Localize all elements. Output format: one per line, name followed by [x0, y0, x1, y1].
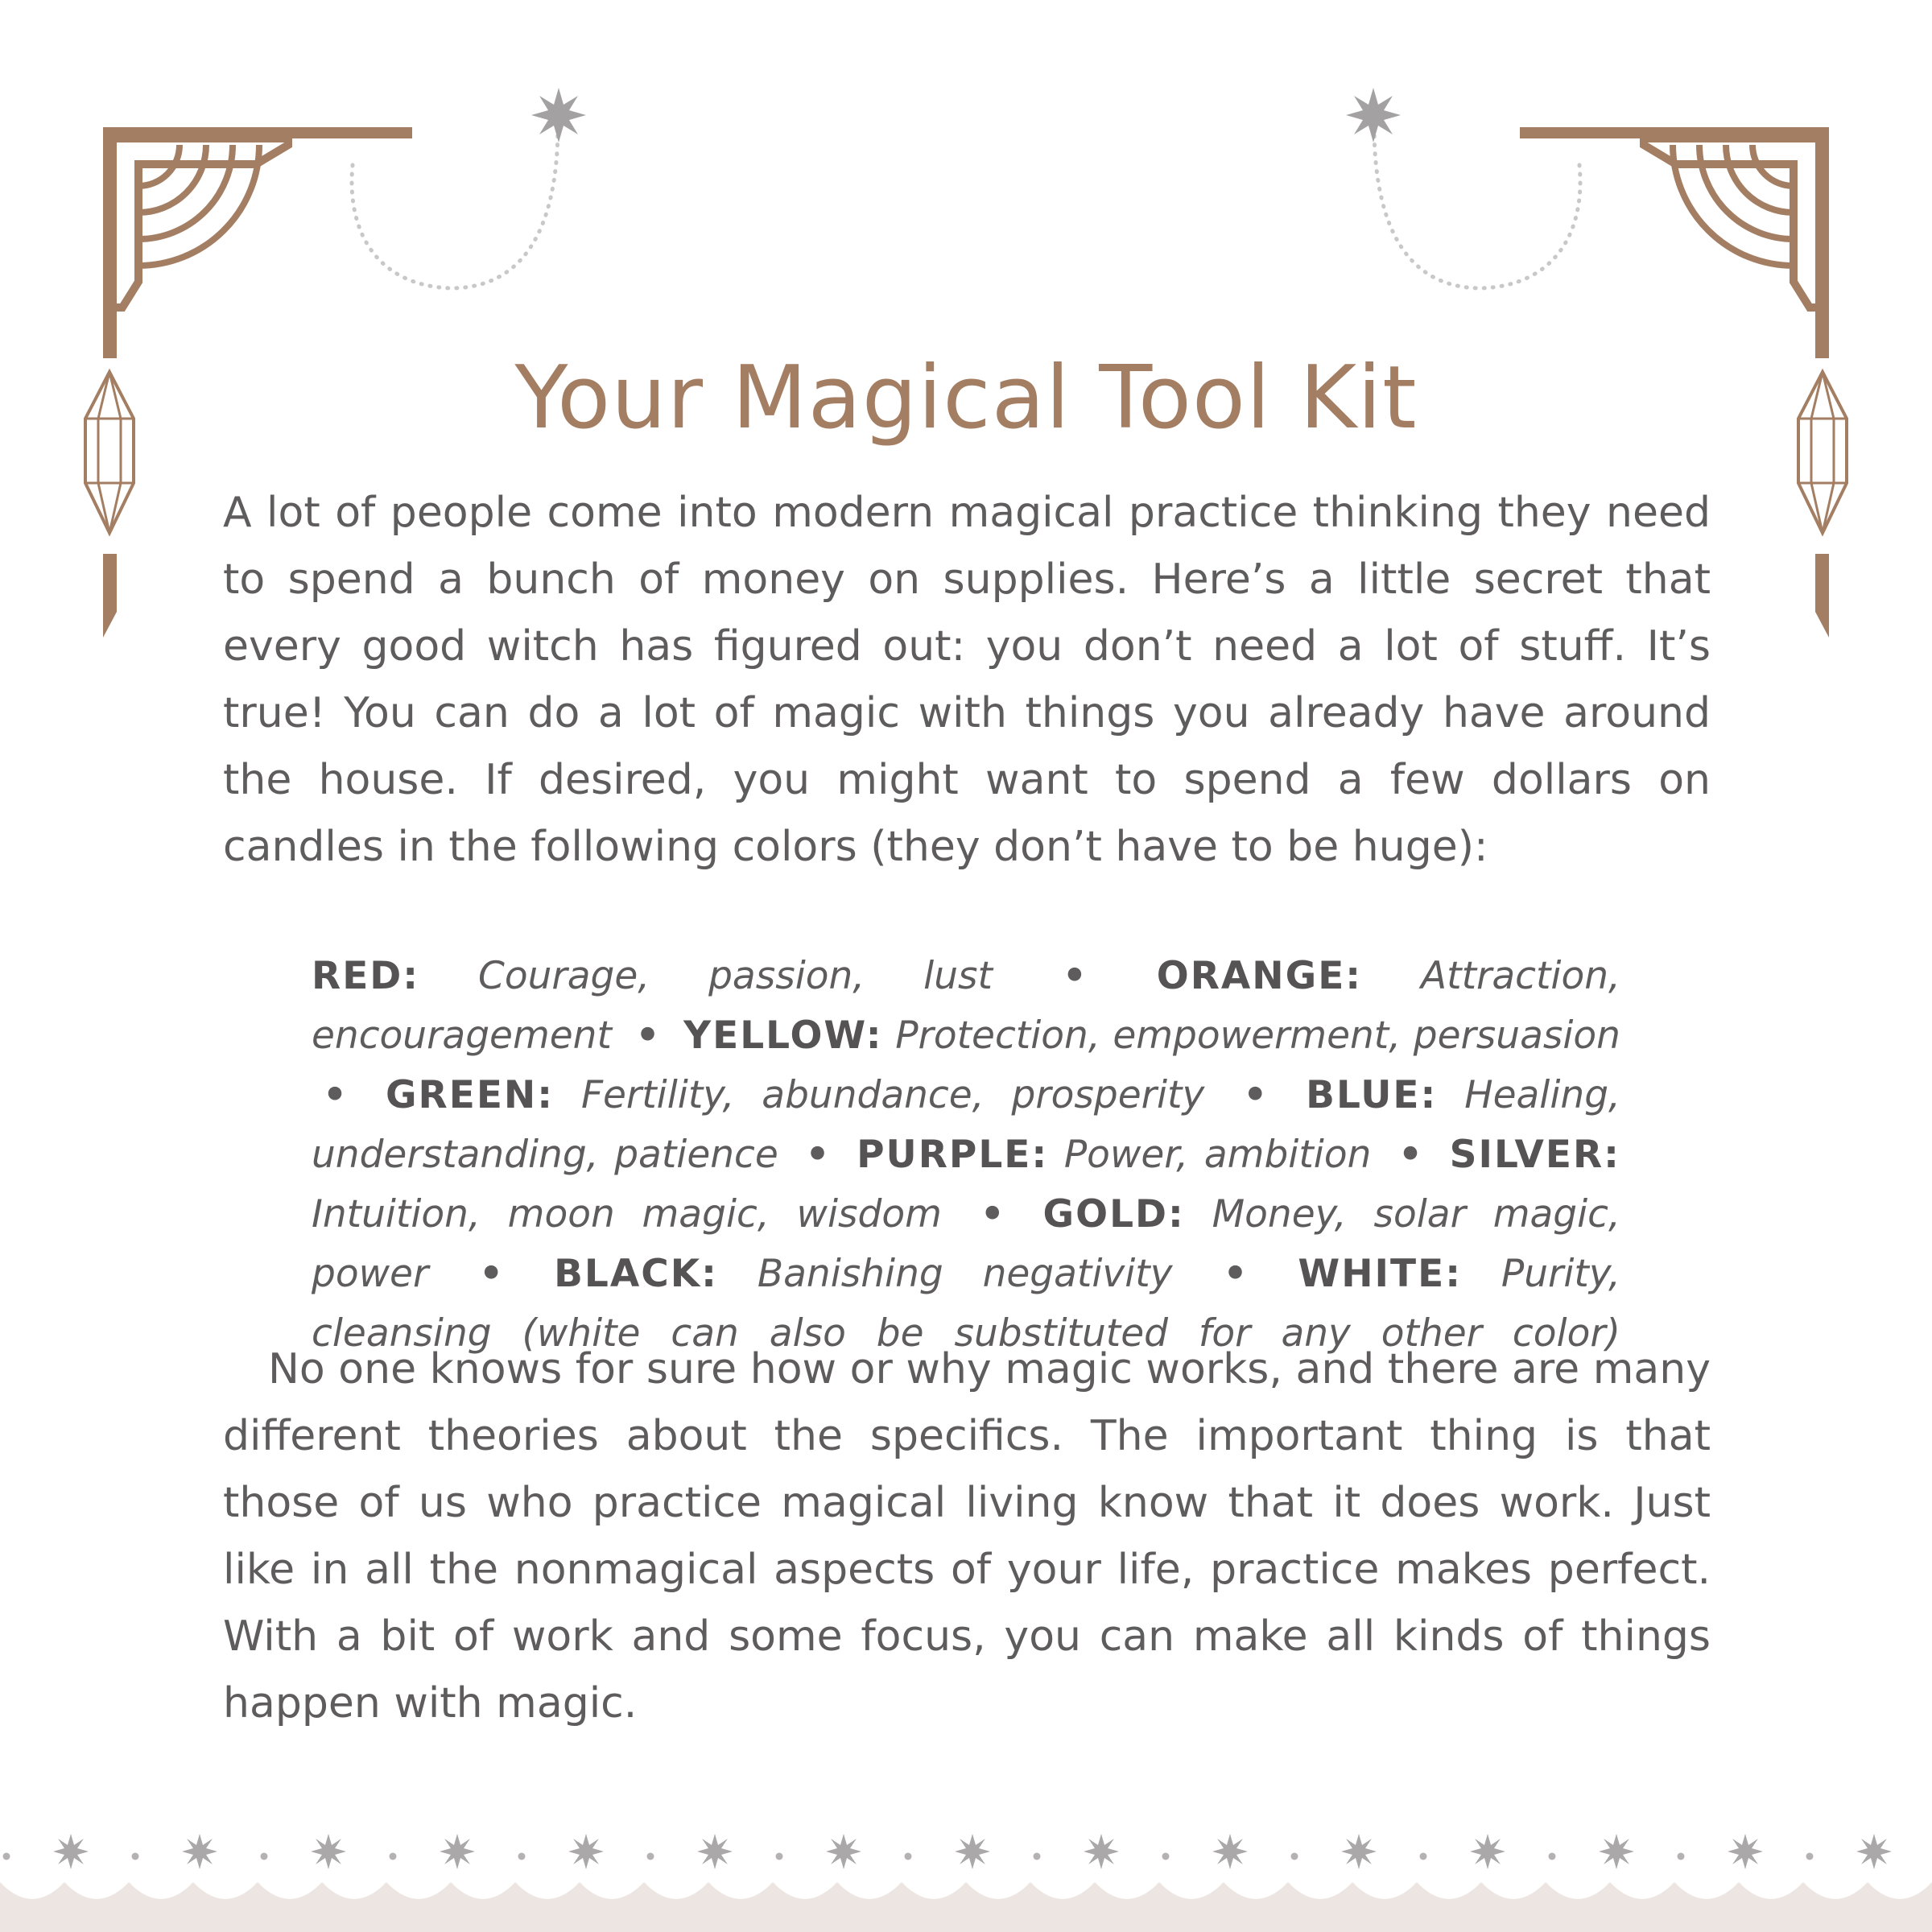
bullet-separator: •	[1243, 1073, 1268, 1117]
footer-star-icon	[440, 1834, 475, 1869]
footer-dot	[132, 1853, 139, 1860]
footer-star-icon	[1856, 1834, 1892, 1869]
candle-color-name: ORANGE:	[1156, 954, 1363, 998]
footer-dot	[1162, 1853, 1170, 1860]
footer-star-icon	[1599, 1834, 1634, 1869]
footer-dot	[905, 1853, 912, 1860]
footer-dot	[518, 1853, 526, 1860]
footer-star-icon	[568, 1834, 604, 1869]
candle-color-meaning: Courage, passion, lust	[478, 954, 993, 998]
candle-color-name: RED:	[312, 954, 420, 998]
candle-color-meaning: Fertility, abundance, prosperity	[580, 1073, 1205, 1117]
candle-color-meaning: Banishing negativity	[757, 1252, 1173, 1296]
bullet-separator: •	[323, 1073, 348, 1117]
bullet-separator: •	[1223, 1252, 1248, 1296]
footer-dot	[1806, 1853, 1814, 1860]
candle-color-name: GREEN:	[385, 1073, 555, 1117]
footer-star-icon	[311, 1834, 346, 1869]
footer-star-icon	[697, 1834, 733, 1869]
candle-color-meaning: Purity, cleansing (white can also be substituted for any other color)	[312, 1252, 1620, 1356]
bullet-separator: •	[479, 1252, 504, 1296]
footer-dot	[1549, 1853, 1556, 1860]
bullet-separator: •	[805, 1133, 830, 1177]
footer-star-icon	[182, 1834, 217, 1869]
candle-color-name: GOLD:	[1042, 1192, 1185, 1236]
footer-dot	[3, 1853, 10, 1860]
star-scallop-border	[0, 1834, 1932, 1932]
bullet-separator: •	[980, 1192, 1005, 1236]
footer-star-icon	[1341, 1834, 1377, 1869]
candle-color-meaning: Power, ambition	[1063, 1133, 1372, 1177]
bullet-separator: •	[635, 1013, 660, 1058]
candle-color-meaning: Attraction, encouragement	[312, 954, 1620, 1058]
page-title: Your Magical Tool Kit	[514, 348, 1418, 448]
footer-star-icon	[1212, 1834, 1248, 1869]
candle-color-meaning: Healing, understanding, patience	[312, 1073, 1620, 1177]
footer-dot	[647, 1853, 654, 1860]
candle-color-list	[312, 947, 1620, 1364]
candle-color-name: SILVER:	[1449, 1133, 1620, 1177]
footer-star-icon	[53, 1834, 89, 1869]
footer-star-icon	[955, 1834, 990, 1869]
intro-paragraph: A lot of people come into modern magical practice thinking they need to spend a bunch of money on supplies. Here’s a little secret that every good witch has figured out: you don’t need a lot of stuff. It’s true! You can do a lot of magic with things you already have around the house. If desired, you might want to spend a few dollars on candles in the following colors (they don’t have to be huge):	[223, 489, 1711, 871]
candle-color-meaning: Protection, empowerment, persuasion	[895, 1013, 1620, 1058]
candle-color-name: BLUE:	[1306, 1073, 1438, 1117]
footer-dot	[390, 1853, 397, 1860]
bullet-separator: •	[1062, 954, 1087, 998]
candle-color-meaning: Intuition, moon magic, wisdom	[312, 1192, 942, 1236]
candle-color-name: WHITE:	[1298, 1252, 1463, 1296]
footer-dot	[1420, 1853, 1427, 1860]
candle-color-meaning: Money, solar magic, power	[312, 1192, 1620, 1296]
footer-star-icon	[1470, 1834, 1505, 1869]
footer-dot	[776, 1853, 783, 1860]
footer-star-icon	[1728, 1834, 1763, 1869]
candle-color-name: YELLOW:	[683, 1013, 883, 1058]
footer-dot	[1034, 1853, 1041, 1860]
footer-star-icon	[1084, 1834, 1119, 1869]
footer-dot	[1678, 1853, 1685, 1860]
footer-dot	[261, 1853, 268, 1860]
bullet-separator: •	[1398, 1133, 1423, 1177]
closing-paragraph: No one knows for sure how or why magic works, and there are many different theories about the specifics. The important thing is that those of us who practice magical living know that it does work. Just like in all the nonmagical aspects of your life, practice makes perfect. With a bit of work and some focus, you can make all kinds of things happen with magic.	[223, 1345, 1711, 1728]
footer-dot	[1291, 1853, 1298, 1860]
footer-star-icon	[826, 1834, 861, 1869]
candle-color-name: PURPLE:	[857, 1133, 1049, 1177]
candle-color-name: BLACK:	[554, 1252, 718, 1296]
